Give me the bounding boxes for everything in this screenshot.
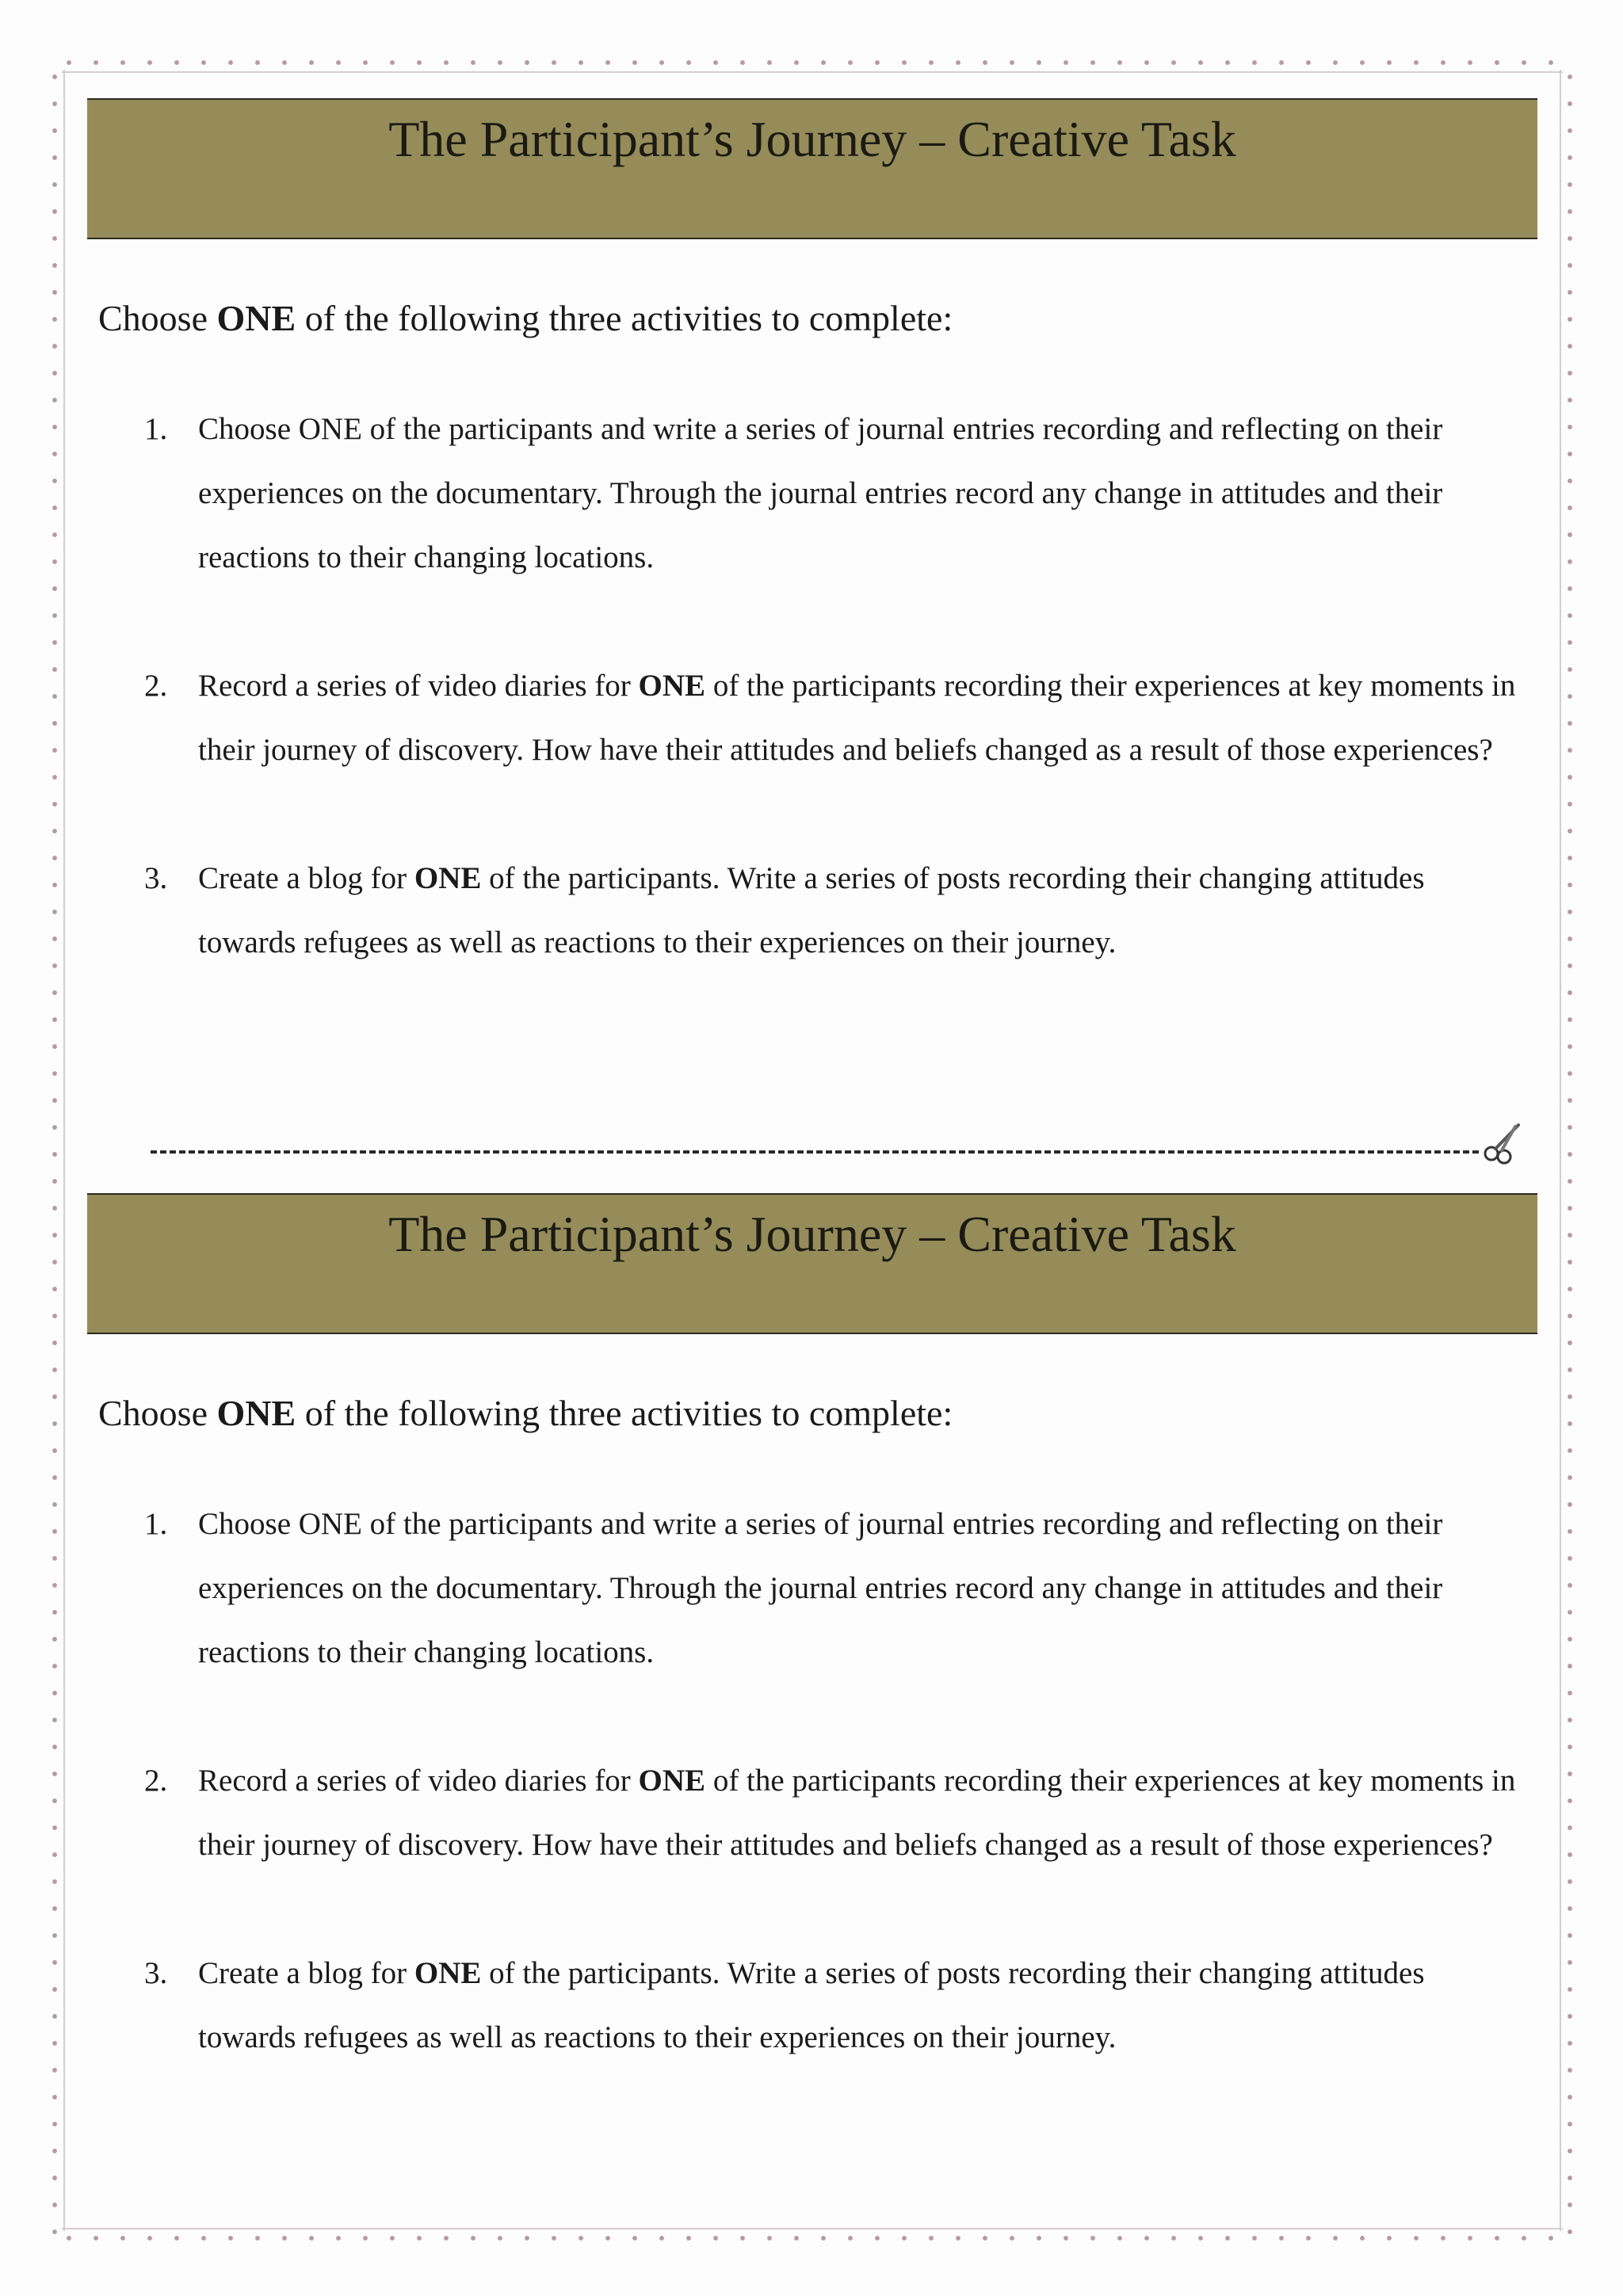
activity-item-3: 3. Create a blog for ONE of the participants. Write a series of posts recording their changing attitudes towards refugees as well as reactions to their experiences on their journey.: [87, 846, 1537, 974]
activity-number: 2.: [144, 669, 168, 704]
border-dots-top: [49, 57, 1575, 68]
activity-list: [87, 397, 1537, 974]
activity-item-3: 3. Create a blog for ONE of the participants. Write a series of posts recording their changing attitudes towards refugees as well as reactions to their experiences on their journey.: [87, 1941, 1537, 2069]
task-card-top: [87, 98, 1537, 974]
cut-line: [151, 1150, 1479, 1154]
activity-number: 3.: [144, 1956, 168, 1991]
border-line-left: [63, 70, 65, 2231]
activity-number: 1.: [144, 1507, 168, 1542]
task-card-bottom: [87, 1193, 1537, 2069]
activity-list: [87, 1492, 1537, 2069]
instructions: Choose ONE of the following three activities to complete:: [98, 298, 953, 338]
activity-item-2: 2. Record a series of video diaries for ONE of the participants recording their experiences at key moments in their journey of discovery. How have their attitudes and beliefs changed as a result of those experiences?: [87, 1749, 1537, 1877]
scissors-icon: [1480, 1120, 1525, 1165]
emphasis-one: ONE: [216, 1393, 296, 1433]
title-banner: [87, 98, 1537, 239]
title-banner: [87, 1193, 1537, 1334]
activity-number: 2.: [144, 1764, 168, 1798]
activity-number: 3.: [144, 861, 168, 896]
emphasis-one: ONE: [216, 298, 296, 338]
border-line-right: [1560, 70, 1561, 2231]
border-dots-right: [1564, 57, 1575, 2244]
border-dots-left: [49, 57, 60, 2244]
activity-item-2: 2. Record a series of video diaries for ONE of the participants recording their experiences at key moments in their journey of discovery. How have their attitudes and beliefs changed as a result of those experiences?: [87, 654, 1537, 782]
activity-item-1: 1. Choose ONE of the participants and write a series of journal entries recording and reflecting on their experiences on the documentary. Through the journal entries record any change in attitudes and their reactions to their changing locations.: [87, 1492, 1537, 1684]
border-line-bottom: [62, 2228, 1563, 2229]
border-line-top: [62, 71, 1563, 73]
instructions: Choose ONE of the following three activities to complete:: [98, 1393, 953, 1433]
page-title: The Participant’s Journey – Creative Task: [388, 111, 1236, 167]
border-dots-bottom: [49, 2233, 1575, 2244]
activity-item-1: 1. Choose ONE of the participants and write a series of journal entries recording and reflecting on their experiences on the documentary. Through the journal entries record any change in attitudes and their reactions to their changing locations.: [87, 397, 1537, 589]
page-title: The Participant’s Journey – Creative Task: [388, 1206, 1236, 1262]
activity-number: 1.: [144, 412, 168, 447]
